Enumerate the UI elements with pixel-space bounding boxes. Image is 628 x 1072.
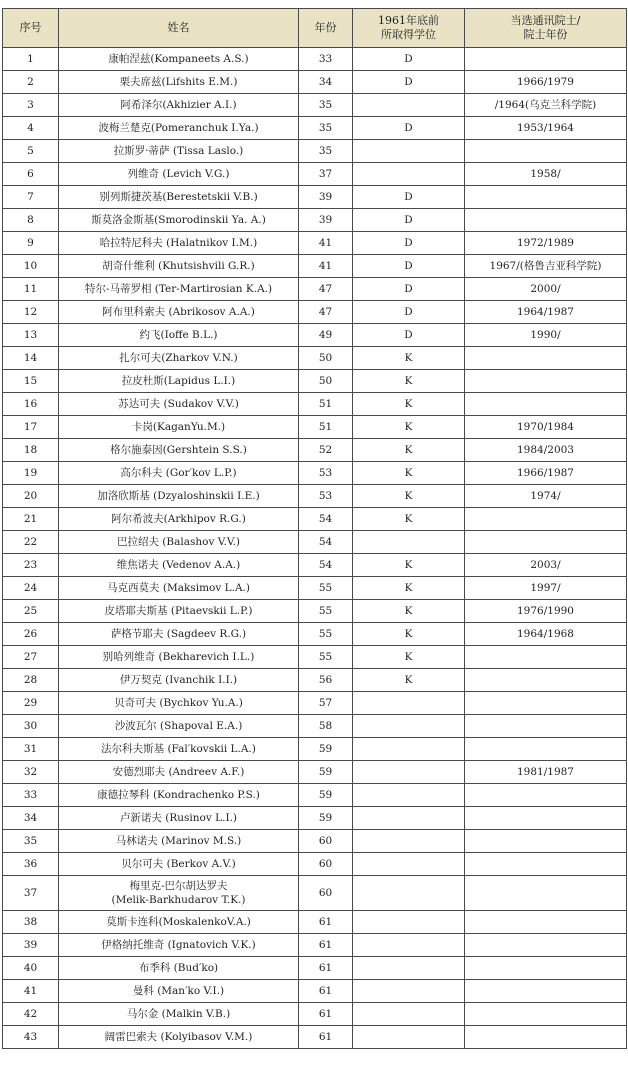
table-row (3, 554, 627, 577)
header-age: 年份 (299, 9, 353, 48)
row-election (465, 669, 627, 692)
row-age: 54 (299, 508, 353, 531)
row-degree (353, 738, 465, 761)
row-name: 斯莫洛金斯基(Smorodinskii Ya. A.) (59, 209, 299, 232)
row-election: 1981/1987 (465, 761, 627, 784)
row-election: 1972/1989 (465, 232, 627, 255)
row-age: 35 (299, 140, 353, 163)
row-seq: 38 (3, 911, 59, 934)
row-age: 53 (299, 485, 353, 508)
row-degree: K (353, 646, 465, 669)
row-degree (353, 94, 465, 117)
row-name: 萨格节耶夫 (Sagdeev R.G.) (59, 623, 299, 646)
row-seq: 6 (3, 163, 59, 186)
row-seq: 29 (3, 692, 59, 715)
row-age: 55 (299, 623, 353, 646)
row-election (465, 807, 627, 830)
row-degree (353, 692, 465, 715)
row-name: 曼科 (Man′ko V.I.) (59, 980, 299, 1003)
row-age: 56 (299, 669, 353, 692)
table-row (3, 1003, 627, 1026)
table-row (3, 669, 627, 692)
row-age: 55 (299, 646, 353, 669)
row-name: 格尔施泰因(Gershtein S.S.) (59, 439, 299, 462)
row-seq: 9 (3, 232, 59, 255)
header-election-line2: 院士年份 (523, 28, 568, 41)
row-seq: 14 (3, 347, 59, 370)
row-election (465, 531, 627, 554)
row-age: 37 (299, 163, 353, 186)
row-age: 41 (299, 255, 353, 278)
row-name: 巴拉绍夫 (Balashov V.V.) (59, 531, 299, 554)
row-degree (353, 853, 465, 876)
row-election (465, 853, 627, 876)
row-age: 61 (299, 934, 353, 957)
table-row (3, 94, 627, 117)
table-row (3, 980, 627, 1003)
row-age: 51 (299, 393, 353, 416)
row-seq: 21 (3, 508, 59, 531)
row-election (465, 980, 627, 1003)
row-election: 1984/2003 (465, 439, 627, 462)
row-name: 阿希泽尔(Akhizier A.I.) (59, 94, 299, 117)
row-name: 列维奇 (Levich V.G.) (59, 163, 299, 186)
row-election (465, 911, 627, 934)
table-row (3, 508, 627, 531)
row-election: 1974/ (465, 485, 627, 508)
row-seq: 40 (3, 957, 59, 980)
row-election: 1976/1990 (465, 600, 627, 623)
row-degree (353, 934, 465, 957)
table-row (3, 416, 627, 439)
row-seq: 1 (3, 48, 59, 71)
row-age: 61 (299, 1003, 353, 1026)
table-row (3, 255, 627, 278)
row-seq: 33 (3, 784, 59, 807)
row-degree (353, 761, 465, 784)
row-name: 阿尔希波夫(Arkhipov R.G.) (59, 508, 299, 531)
row-degree (353, 531, 465, 554)
row-election: 1964/1987 (465, 301, 627, 324)
row-name: 约飞(Ioffe B.L.) (59, 324, 299, 347)
table-row (3, 646, 627, 669)
row-name: 安德烈耶夫 (Andreev A.F.) (59, 761, 299, 784)
row-name-line2: (Melik-Barkhudarov T.K.) (111, 894, 246, 906)
row-name: 伊格纳托维奇 (Ignatovich V.K.) (59, 934, 299, 957)
row-election (465, 692, 627, 715)
row-degree: K (353, 669, 465, 692)
row-seq: 12 (3, 301, 59, 324)
table-row (3, 232, 627, 255)
header-degree (353, 9, 465, 48)
header-name: 姓名 (59, 9, 299, 48)
row-seq: 25 (3, 600, 59, 623)
row-name: 高尔科夫 (Gor′kov L.P.) (59, 462, 299, 485)
row-election (465, 1003, 627, 1026)
row-name: 康德拉琴科 (Kondrachenko P.S.) (59, 784, 299, 807)
row-seq: 19 (3, 462, 59, 485)
row-election (465, 934, 627, 957)
row-seq: 15 (3, 370, 59, 393)
row-age: 57 (299, 692, 353, 715)
row-degree: K (353, 577, 465, 600)
table-row (3, 853, 627, 876)
row-election: 1958/ (465, 163, 627, 186)
row-age: 54 (299, 554, 353, 577)
row-name: 沙波瓦尔 (Shapoval E.A.) (59, 715, 299, 738)
row-degree: K (353, 439, 465, 462)
row-seq: 37 (3, 876, 59, 911)
row-name: 皮塔耶夫斯基 (Pitaevskii L.P.) (59, 600, 299, 623)
row-degree: K (353, 600, 465, 623)
row-degree: K (353, 508, 465, 531)
row-age: 50 (299, 370, 353, 393)
row-name: 贝奇可夫 (Bychkov Yu.A.) (59, 692, 299, 715)
row-election (465, 1026, 627, 1049)
table-row (3, 623, 627, 646)
row-degree (353, 715, 465, 738)
row-degree (353, 163, 465, 186)
row-age: 60 (299, 853, 353, 876)
row-age: 35 (299, 94, 353, 117)
header-degree-line2: 所取得学位 (381, 28, 436, 41)
table-row (3, 1026, 627, 1049)
row-degree: K (353, 416, 465, 439)
row-name: 贝尔可夫 (Berkov A.V.) (59, 853, 299, 876)
row-age: 35 (299, 117, 353, 140)
table-row (3, 370, 627, 393)
table-row (3, 807, 627, 830)
row-name: 栗夫席兹(Lifshits E.M.) (59, 71, 299, 94)
row-degree (353, 911, 465, 934)
table-row (3, 934, 627, 957)
row-seq: 36 (3, 853, 59, 876)
row-seq: 31 (3, 738, 59, 761)
row-seq: 16 (3, 393, 59, 416)
row-name: 马林诺夫 (Marinov M.S.) (59, 830, 299, 853)
row-name: 阿布里科索夫 (Abrikosov A.A.) (59, 301, 299, 324)
row-name: 哈拉特尼科夫 (Halatnikov I.M.) (59, 232, 299, 255)
header-election (465, 9, 627, 48)
row-election (465, 209, 627, 232)
row-age: 39 (299, 209, 353, 232)
row-seq: 39 (3, 934, 59, 957)
row-name: 法尔科夫斯基 (Fal′kovskii L.A.) (59, 738, 299, 761)
row-election: 2003/ (465, 554, 627, 577)
table-row (3, 957, 627, 980)
table-row (3, 163, 627, 186)
row-seq: 20 (3, 485, 59, 508)
row-seq: 3 (3, 94, 59, 117)
row-age: 59 (299, 784, 353, 807)
table-row (3, 485, 627, 508)
row-age: 41 (299, 232, 353, 255)
row-degree: K (353, 485, 465, 508)
row-degree: D (353, 71, 465, 94)
row-age: 47 (299, 278, 353, 301)
row-age: 50 (299, 347, 353, 370)
table-row (3, 692, 627, 715)
row-degree (353, 876, 465, 911)
row-seq: 4 (3, 117, 59, 140)
row-election: 1953/1964 (465, 117, 627, 140)
row-seq: 27 (3, 646, 59, 669)
row-name: 拉皮杜斯(Lapidus L.I.) (59, 370, 299, 393)
row-election (465, 186, 627, 209)
table-row (3, 784, 627, 807)
row-degree (353, 784, 465, 807)
row-election (465, 738, 627, 761)
row-election: /1964(乌克兰科学院) (465, 94, 627, 117)
row-age: 54 (299, 531, 353, 554)
table-row (3, 278, 627, 301)
row-election (465, 347, 627, 370)
row-name: 加洛欣斯基 (Dzyaloshinskii I.E.) (59, 485, 299, 508)
row-degree: K (353, 370, 465, 393)
table-row (3, 209, 627, 232)
row-seq: 5 (3, 140, 59, 163)
row-age: 61 (299, 1026, 353, 1049)
header-seq: 序号 (3, 9, 59, 48)
row-degree: D (353, 209, 465, 232)
row-seq: 22 (3, 531, 59, 554)
row-age: 33 (299, 48, 353, 71)
row-seq: 41 (3, 980, 59, 1003)
table-row (3, 577, 627, 600)
table-row (3, 715, 627, 738)
row-seq: 2 (3, 71, 59, 94)
physicists-table (2, 8, 627, 1049)
row-degree: K (353, 393, 465, 416)
row-degree (353, 1026, 465, 1049)
row-name: 拉斯罗·蒂萨 (Tissa Laslo.) (59, 140, 299, 163)
row-age: 52 (299, 439, 353, 462)
row-election: 1967/(格鲁吉亚科学院) (465, 255, 627, 278)
row-name: 波梅兰楚克(Pomeranchuk I.Ya.) (59, 117, 299, 140)
row-seq: 28 (3, 669, 59, 692)
row-name: 特尔-马蒂罗相 (Ter-Martirosian K.A.) (59, 278, 299, 301)
row-seq: 7 (3, 186, 59, 209)
row-election: 1970/1984 (465, 416, 627, 439)
row-election: 1966/1979 (465, 71, 627, 94)
table-row (3, 738, 627, 761)
row-name: 维焦诺夫 (Vedenov A.A.) (59, 554, 299, 577)
row-age: 60 (299, 876, 353, 911)
row-degree: D (353, 278, 465, 301)
row-election (465, 830, 627, 853)
row-age: 61 (299, 980, 353, 1003)
row-election (465, 508, 627, 531)
row-election: 1997/ (465, 577, 627, 600)
row-age: 59 (299, 761, 353, 784)
row-seq: 30 (3, 715, 59, 738)
row-seq: 18 (3, 439, 59, 462)
row-degree: D (353, 255, 465, 278)
row-name: 苏达可夫 (Sudakov V.V.) (59, 393, 299, 416)
row-degree: K (353, 347, 465, 370)
row-name: 别列斯捷茨基(Berestetskii V.B.) (59, 186, 299, 209)
row-election (465, 715, 627, 738)
row-age: 60 (299, 830, 353, 853)
row-name: 马克西莫夫 (Maksimov L.A.) (59, 577, 299, 600)
row-degree: D (353, 301, 465, 324)
row-name: 布季科 (Bud′ko) (59, 957, 299, 980)
table-row (3, 186, 627, 209)
row-name: 康帕涅兹(Kompaneets A.S.) (59, 48, 299, 71)
row-election (465, 393, 627, 416)
row-name: 伊万契克 (Ivanchik I.I.) (59, 669, 299, 692)
row-degree (353, 980, 465, 1003)
row-seq: 35 (3, 830, 59, 853)
row-degree: D (353, 324, 465, 347)
table-row (3, 324, 627, 347)
row-election (465, 957, 627, 980)
row-seq: 8 (3, 209, 59, 232)
row-seq: 23 (3, 554, 59, 577)
header-election-line1: 当选通讯院士/ (510, 13, 581, 27)
row-age: 47 (299, 301, 353, 324)
row-degree: D (353, 232, 465, 255)
table-row (3, 393, 627, 416)
row-election (465, 876, 627, 911)
row-age: 51 (299, 416, 353, 439)
row-seq: 13 (3, 324, 59, 347)
row-age: 39 (299, 186, 353, 209)
table-row (3, 117, 627, 140)
row-seq: 17 (3, 416, 59, 439)
row-age: 34 (299, 71, 353, 94)
row-election: 2000/ (465, 278, 627, 301)
row-seq: 24 (3, 577, 59, 600)
row-degree (353, 1003, 465, 1026)
row-election (465, 370, 627, 393)
table-row (3, 140, 627, 163)
row-name (59, 876, 299, 911)
table-row (3, 347, 627, 370)
row-degree: D (353, 186, 465, 209)
row-election: 1964/1968 (465, 623, 627, 646)
row-name: 扎尔可夫(Zharkov V.N.) (59, 347, 299, 370)
row-name: 卢新诺夫 (Rusinov L.I.) (59, 807, 299, 830)
row-name: 别哈列维奇 (Bekharevich I.L.) (59, 646, 299, 669)
row-age: 61 (299, 957, 353, 980)
table-row (3, 911, 627, 934)
table-row (3, 71, 627, 94)
table-row (3, 761, 627, 784)
row-name: 阔雷巴索夫 (Kolyibasov V.M.) (59, 1026, 299, 1049)
row-degree: K (353, 554, 465, 577)
row-degree (353, 957, 465, 980)
row-seq: 32 (3, 761, 59, 784)
table-row (3, 830, 627, 853)
row-degree (353, 830, 465, 853)
row-seq: 42 (3, 1003, 59, 1026)
table-row (3, 48, 627, 71)
row-degree: K (353, 462, 465, 485)
row-age: 58 (299, 715, 353, 738)
row-age: 61 (299, 911, 353, 934)
row-name-line1: 梅里克-巴尔胡达罗夫 (129, 879, 228, 892)
row-age: 55 (299, 577, 353, 600)
row-name: 马尔金 (Malkin V.B.) (59, 1003, 299, 1026)
row-seq: 34 (3, 807, 59, 830)
row-seq: 26 (3, 623, 59, 646)
row-degree: K (353, 623, 465, 646)
table-row (3, 301, 627, 324)
row-seq: 11 (3, 278, 59, 301)
row-election (465, 646, 627, 669)
row-seq: 10 (3, 255, 59, 278)
table-row (3, 531, 627, 554)
row-seq: 43 (3, 1026, 59, 1049)
row-age: 59 (299, 807, 353, 830)
row-age: 55 (299, 600, 353, 623)
row-election: 1966/1987 (465, 462, 627, 485)
table-row (3, 439, 627, 462)
row-name: 莫斯卡连科(MoskalenkoV.A.) (59, 911, 299, 934)
header-degree-line1: 1961年底前 (378, 13, 439, 27)
header-row (3, 9, 627, 48)
row-election (465, 48, 627, 71)
table-row (3, 876, 627, 911)
table-body (3, 48, 627, 1049)
row-age: 59 (299, 738, 353, 761)
row-name: 胡奇什维利 (Khutsishvili G.R.) (59, 255, 299, 278)
row-election (465, 140, 627, 163)
row-age: 49 (299, 324, 353, 347)
table-row (3, 462, 627, 485)
row-election (465, 784, 627, 807)
row-degree: D (353, 48, 465, 71)
row-age: 53 (299, 462, 353, 485)
row-degree: D (353, 117, 465, 140)
table-row (3, 600, 627, 623)
row-election: 1990/ (465, 324, 627, 347)
row-degree (353, 140, 465, 163)
row-name: 卡岗(KaganYu.M.) (59, 416, 299, 439)
row-degree (353, 807, 465, 830)
